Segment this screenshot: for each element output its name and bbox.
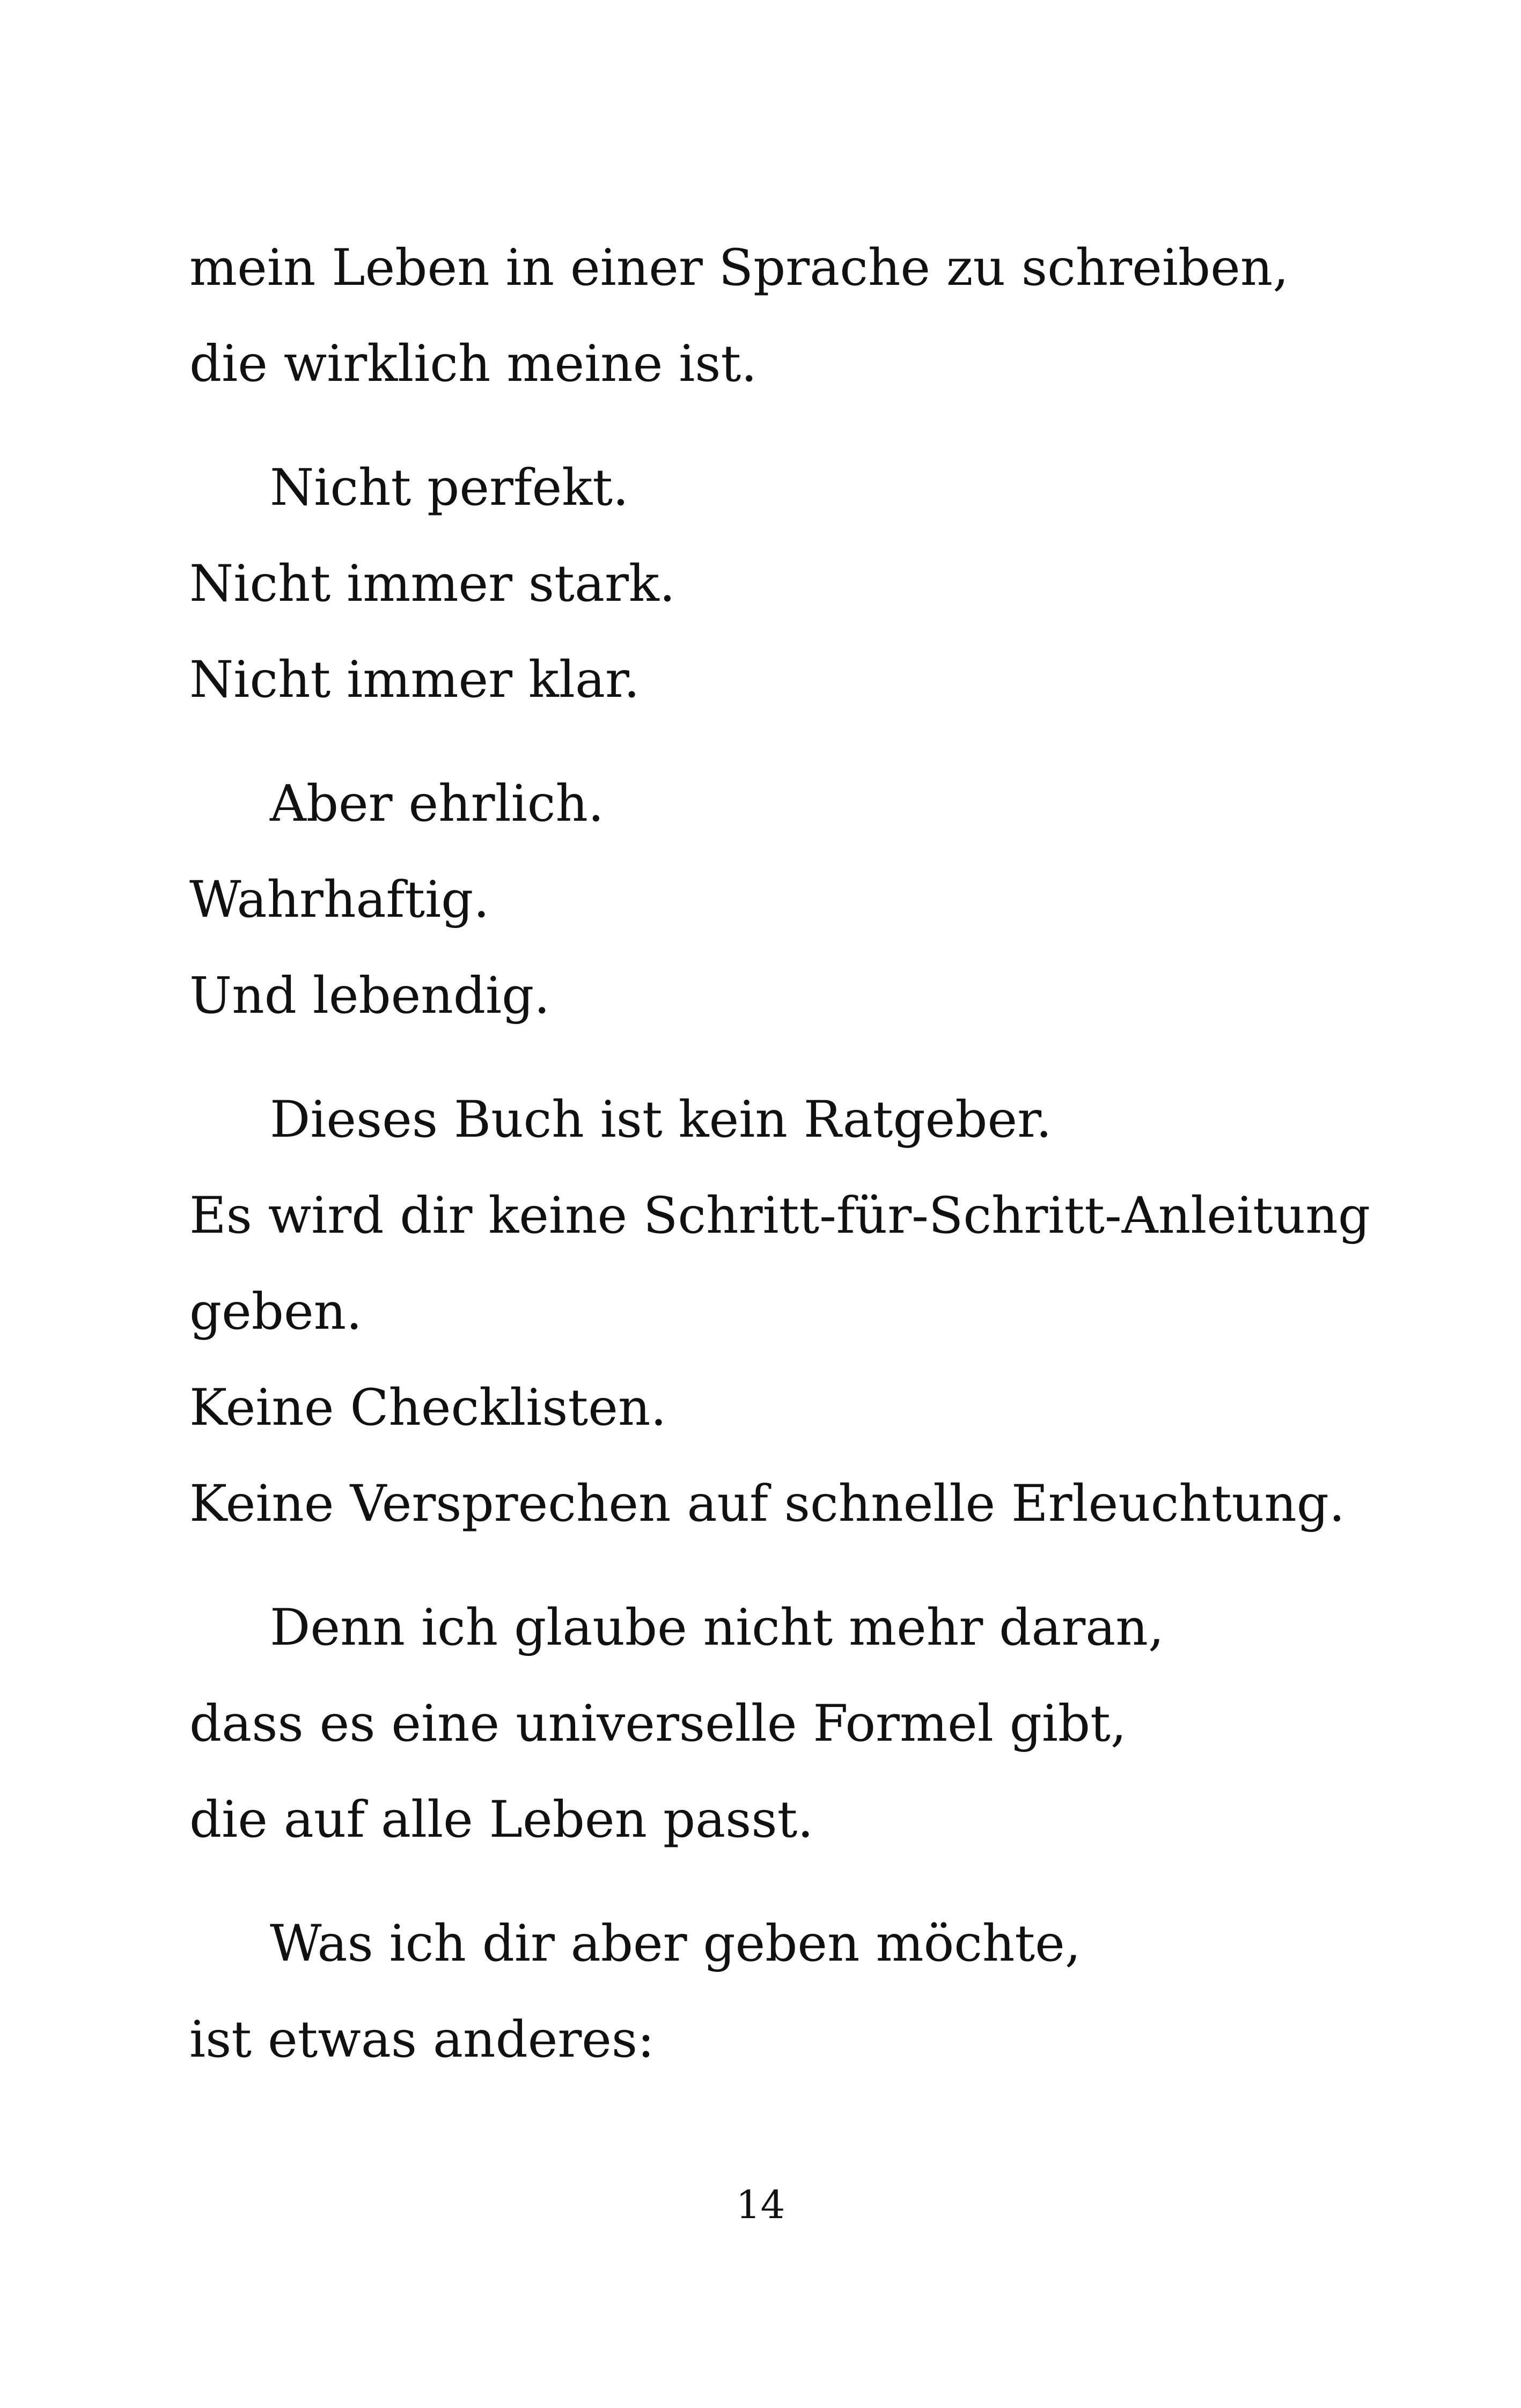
paragraph [189, 220, 1370, 412]
text-line: Keine Versprechen auf schnelle Erleuchtung. [189, 1475, 1345, 1533]
text-line: Dieses Buch ist kein Ratgeber. [270, 1091, 1052, 1149]
paragraph [189, 756, 1370, 1044]
text-line: die auf alle Leben passt. [189, 1791, 814, 1849]
text-line: Keine Checklisten. [189, 1379, 667, 1437]
paragraph [189, 440, 1370, 728]
text-line: Nicht immer stark. [189, 555, 675, 613]
text-line: Was ich dir aber geben möchte, [270, 1914, 1081, 1973]
paragraph [189, 1072, 1370, 1552]
text-line: Nicht immer klar. [189, 651, 640, 709]
text-line: dass es eine universelle Formel gibt, [189, 1695, 1127, 1753]
text-line: ist etwas anderes: [189, 2011, 655, 2069]
text-line: Und lebendig. [189, 967, 550, 1025]
text-line: Aber ehrlich. [270, 775, 604, 833]
paragraph [189, 1580, 1370, 1868]
text-line: Denn ich glaube nicht mehr daran, [270, 1599, 1164, 1657]
text-line: geben. [189, 1283, 363, 1341]
paragraph [189, 1896, 1370, 2088]
body-text [189, 220, 1370, 2116]
page-number: 14 [736, 2182, 785, 2227]
text-line: Nicht perfekt. [270, 459, 629, 517]
text-line: Es wird dir keine Schritt-für-Schritt-Anleitung [189, 1187, 1371, 1245]
text-line: die wirklich meine ist. [189, 335, 758, 393]
text-line: Wahrhaftig. [189, 871, 490, 929]
text-line: mein Leben in einer Sprache zu schreiben, [189, 239, 1289, 297]
